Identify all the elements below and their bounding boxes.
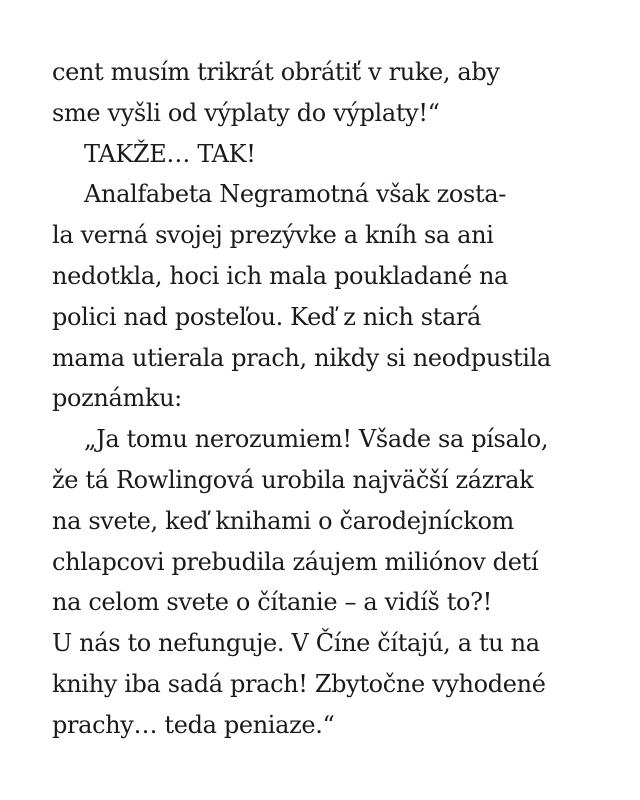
text-line: Analfabeta Negramotná však zosta- [84, 180, 506, 209]
text-line: TAKŽE… TAK! [84, 139, 256, 168]
text-line: mama utierala prach, nikdy si neodpustila [52, 343, 551, 372]
text-line: poznámku: [52, 384, 182, 413]
text-line: cent musím trikrát obrátiť v ruke, aby [52, 58, 500, 86]
text-line: že tá Rowlingová urobila najväčší zázrak [52, 465, 534, 494]
text-line: prachy… teda peniaze.“ [52, 710, 335, 739]
text-line: polici nad posteľou. Keď z nich stará [52, 302, 481, 331]
text-line: „Ja tomu nerozumiem! Všade sa písalo, [84, 425, 549, 454]
text-line: na celom svete o čítanie – a vidíš to?! [52, 588, 492, 617]
page-text [52, 52, 612, 746]
text-line: la verná svojej prezývke a kníh sa ani [52, 221, 494, 250]
text-line: knihy iba sadá prach! Zbytočne vyhodené [52, 669, 546, 698]
text-line: chlapcovi prebudila záujem miliónov detí [52, 547, 539, 576]
text-line: nedotkla, hoci ich mala poukladané na [52, 261, 509, 290]
text-line: na svete, keď knihami o čarodejníckom [52, 506, 514, 535]
text-line: sme vyšli od výplaty do výplaty!“ [52, 98, 440, 127]
text-line: U nás to nefunguje. V Číne čítajú, a tu na [52, 629, 540, 658]
